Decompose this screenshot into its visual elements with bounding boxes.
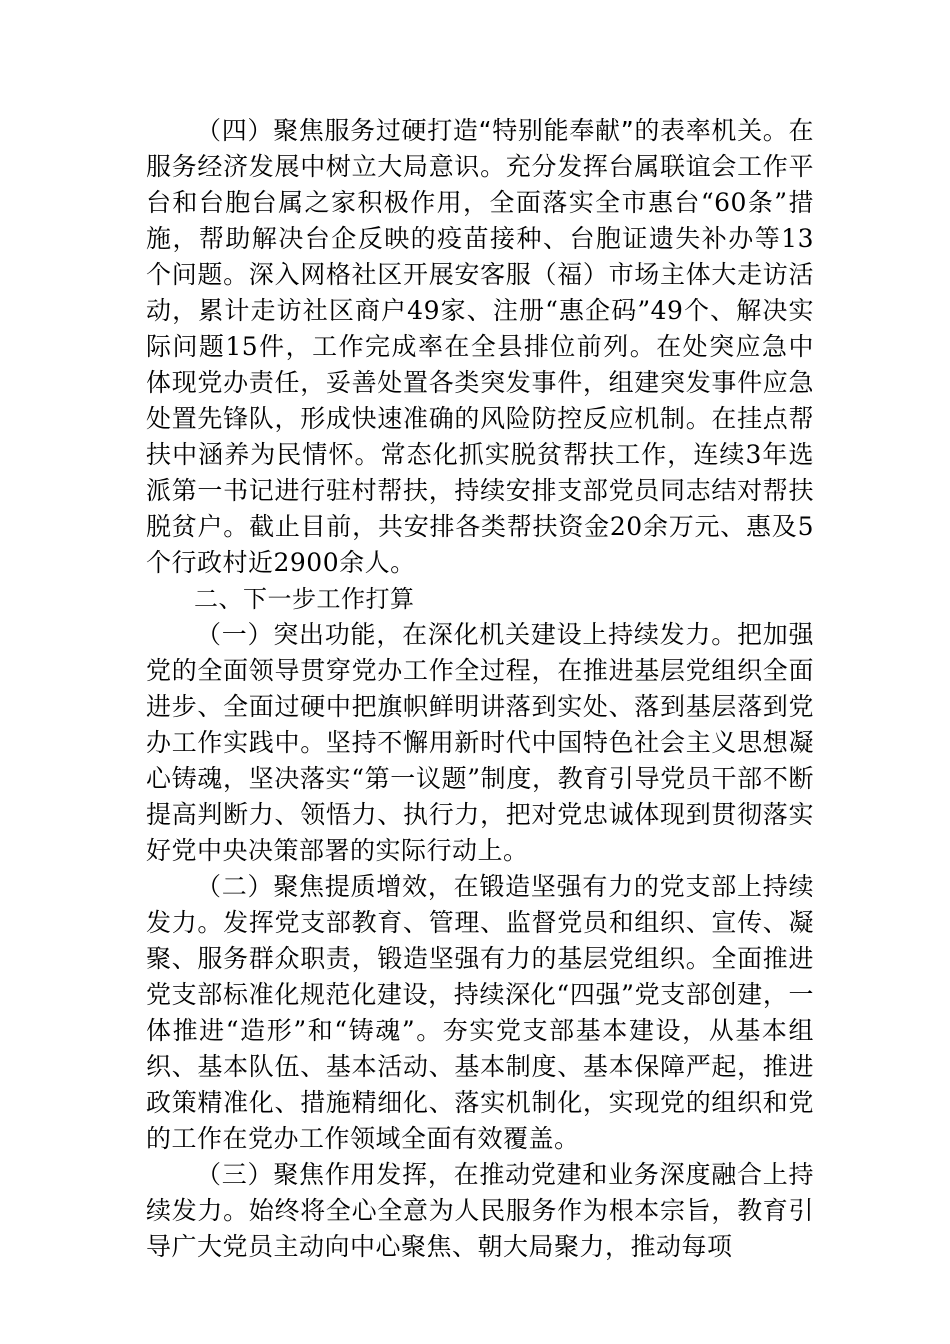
- paragraph-body: 始终将全心全意为人民服务作为根本宗旨，教育引导广大党员主动向中心聚焦、朝大局聚力，推动每项: [146, 1196, 814, 1261]
- paragraph-quality-efficiency: [146, 869, 814, 1157]
- document-body: [146, 113, 814, 1265]
- paragraph-body: 把加强党的全面领导贯穿党办工作全过程，在推进基层党组织全面进步、全面过硬中把旗帜鲜明讲落到实处、落到基层落到党办工作实践中。坚持不懈用新时代中国特色社会主义思想凝心铸魂，坚决落实“第一议题”制度，教育引导党员干部不断提高判断力、领悟力、执行力，把对党忠诚体现到贯彻落实好党中央决策部署的实际行动上。: [146, 620, 814, 865]
- paragraph-service-role-model: [146, 113, 814, 581]
- paragraph-role-play: [146, 1157, 814, 1265]
- paragraph-highlight-function: [146, 617, 814, 869]
- paragraph-lead: （四）聚焦服务过硬打造“特别能奉献”的表率机关。: [196, 116, 789, 145]
- paragraph-body: 发挥党支部教育、管理、监督党员和组织、宣传、凝聚、服务群众职责，锻造坚强有力的基层党组织。全面推进党支部标准化规范化建设，持续深化“四强”党支部创建，一体推进“造形”和“铸魂”。夯实党支部基本建设，从基本组织、基本队伍、基本活动、基本制度、基本保障严起，推进政策精准化、措施精细化、落实机制化，实现党的组织和党的工作在党办工作领域全面有效覆盖。: [146, 908, 814, 1153]
- paragraph-body: 在服务经济发展中树立大局意识。充分发挥台属联谊会工作平台和台胞台属之家积极作用，全面落实全市惠台“60条”措施，帮助解决台企反映的疫苗接种、台胞证遗失补办等13个问题。深入网格社区开展安客服（福）市场主体大走访活动，累计走访社区商户49家、注册“惠企码”49个、解决实际问题15件，工作完成率在全县排位前列。在处突应急中体现党办责任，妥善处置各类突发事件，组建突发事件应急处置先锋队，形成快速准确的风险防控反应机制。在挂点帮扶中涵养为民情怀。常态化抓实脱贫帮扶工作，连续3年选派第一书记进行驻村帮扶，持续安排支部党员同志结对帮扶脱贫户。截止目前，共安排各类帮扶资金20余万元、惠及5个行政村近2900余人。: [146, 116, 814, 577]
- section-heading-next-steps: 二、下一步工作打算: [194, 585, 415, 613]
- paragraph-lead: （一）突出功能，在深化机关建设上持续发力。: [196, 620, 737, 649]
- paragraph-lead: （二）聚焦提质增效，在锻造坚强有力的党支部上持续发力。: [146, 872, 814, 937]
- paragraph-lead: （三）聚焦作用发挥，在推动党建和业务深度融合上持续发力。: [146, 1160, 814, 1225]
